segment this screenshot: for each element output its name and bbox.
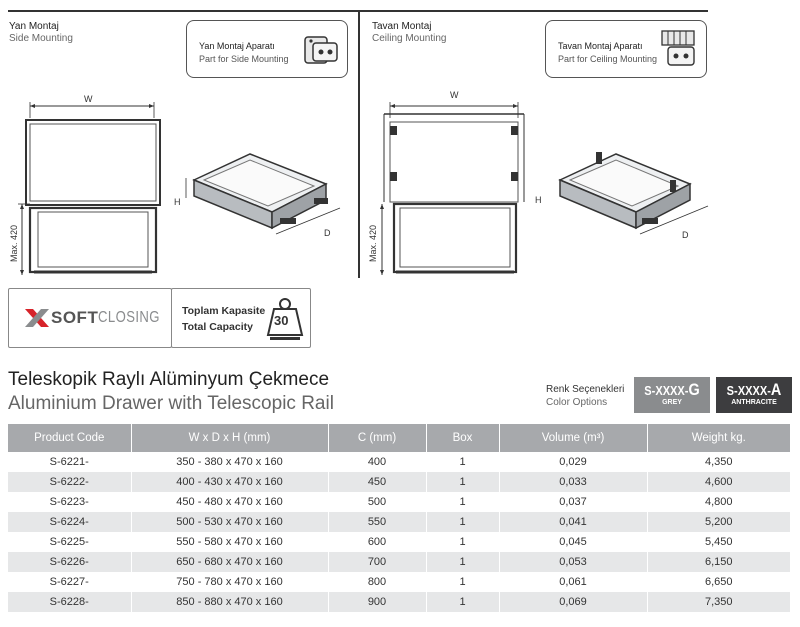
cell-box: 1	[426, 492, 499, 512]
table-row	[8, 552, 790, 572]
side-mount-front-view	[8, 92, 178, 282]
ceiling-mount-front-view	[368, 92, 538, 282]
cell-volume: 0,069	[499, 592, 647, 612]
cell-volume: 0,053	[499, 552, 647, 572]
soft-closing-badge	[8, 288, 172, 348]
cell-weight: 5,200	[647, 512, 790, 532]
ceiling-mount-part-label: Tavan Montaj Aparatı	[558, 41, 643, 51]
cell-box: 1	[426, 552, 499, 572]
cell-weight: 5,450	[647, 532, 790, 552]
section-divider	[358, 10, 360, 278]
color-options-sublabel: Color Options	[546, 397, 608, 408]
cell-weight: 4,800	[647, 492, 790, 512]
cell-dimensions: 550 - 580 x 470 x 160	[131, 532, 328, 552]
table-row	[8, 592, 790, 612]
side-mount-part-callout	[186, 20, 348, 78]
cell-c: 500	[328, 492, 426, 512]
cell-box: 1	[426, 532, 499, 552]
header-c: C (mm)	[328, 424, 426, 452]
cell-code: S-6228-	[8, 592, 131, 612]
cell-volume: 0,029	[499, 452, 647, 472]
cell-volume: 0,033	[499, 472, 647, 492]
ceiling-h-label: H	[535, 195, 542, 205]
cell-code: S-6224-	[8, 512, 131, 532]
cell-code: S-6221-	[8, 452, 131, 472]
cell-c: 550	[328, 512, 426, 532]
header-dimensions: W x D x H (mm)	[131, 424, 328, 452]
header-box: Box	[426, 424, 499, 452]
color-swatch-anthracite[interactable]	[716, 377, 792, 413]
cell-c: 400	[328, 452, 426, 472]
side-h-label: H	[174, 197, 181, 207]
cell-dimensions: 850 - 880 x 470 x 160	[131, 592, 328, 612]
cell-dimensions: 400 - 430 x 470 x 160	[131, 472, 328, 492]
cell-code: S-6227-	[8, 572, 131, 592]
product-title: Teleskopik Raylı Alüminyum Çekmece	[8, 369, 330, 390]
ceiling-mount-bracket-icon	[656, 25, 702, 73]
product-subtitle: Aluminium Drawer with Telescopic Rail	[8, 393, 334, 414]
ceiling-mount-drawer-iso	[530, 140, 720, 250]
capacity-sublabel: Total Capacity	[182, 321, 253, 333]
side-mount-part-sublabel: Part for Side Mounting	[199, 54, 289, 64]
side-w-label: W	[84, 94, 93, 104]
capacity-label: Toplam Kapasite	[182, 305, 266, 317]
cell-volume: 0,041	[499, 512, 647, 532]
cell-c: 800	[328, 572, 426, 592]
color-anthracite-name: ANTHRACITE	[731, 399, 777, 406]
spec-table	[8, 424, 790, 612]
ceiling-mounting-title: Tavan Montaj	[372, 21, 432, 32]
table-row	[8, 512, 790, 532]
side-mount-drawer-iso	[168, 148, 348, 248]
cell-dimensions: 750 - 780 x 470 x 160	[131, 572, 328, 592]
table-row	[8, 492, 790, 512]
header-volume: Volume (m³)	[499, 424, 647, 452]
soft-closing-x-icon	[23, 307, 51, 329]
ceiling-d-label: D	[682, 230, 689, 240]
cell-c: 700	[328, 552, 426, 572]
ceiling-max-height-label: Max. 420	[368, 224, 378, 262]
soft-word: SOFT	[51, 308, 99, 327]
side-d-label: D	[324, 228, 331, 238]
side-mounting-title: Yan Montaj	[9, 21, 59, 32]
cell-code: S-6222-	[8, 472, 131, 492]
ceiling-mounting-subtitle: Ceiling Mounting	[372, 33, 447, 44]
cell-code: S-6223-	[8, 492, 131, 512]
cell-c: 900	[328, 592, 426, 612]
side-max-height-label: Max. 420	[9, 224, 19, 262]
side-mounting-subtitle: Side Mounting	[9, 33, 73, 44]
ceiling-w-label: W	[450, 90, 459, 100]
cell-code: S-6226-	[8, 552, 131, 572]
cell-volume: 0,045	[499, 532, 647, 552]
table-row	[8, 572, 790, 592]
cell-box: 1	[426, 572, 499, 592]
cell-box: 1	[426, 592, 499, 612]
cell-weight: 7,350	[647, 592, 790, 612]
color-grey-code: S-XXXX-G	[644, 380, 700, 399]
cell-dimensions: 450 - 480 x 470 x 160	[131, 492, 328, 512]
table-row	[8, 452, 790, 472]
cell-box: 1	[426, 472, 499, 492]
capacity-value: 30	[274, 313, 289, 328]
ceiling-mount-part-sublabel: Part for Ceiling Mounting	[558, 54, 658, 64]
color-swatch-grey[interactable]	[634, 377, 710, 413]
side-mount-bracket-icon	[299, 27, 343, 71]
cell-code: S-6225-	[8, 532, 131, 552]
cell-box: 1	[426, 512, 499, 532]
cell-weight: 4,600	[647, 472, 790, 492]
color-options-label: Renk Seçenekleri	[546, 384, 625, 395]
cell-weight: 4,350	[647, 452, 790, 472]
cell-dimensions: 650 - 680 x 470 x 160	[131, 552, 328, 572]
closing-word: CLOSING	[98, 309, 160, 326]
cell-c: 450	[328, 472, 426, 492]
cell-dimensions: 500 - 530 x 470 x 160	[131, 512, 328, 532]
cell-weight: 6,650	[647, 572, 790, 592]
table-header-row	[8, 424, 790, 452]
cell-volume: 0,037	[499, 492, 647, 512]
cell-volume: 0,061	[499, 572, 647, 592]
total-capacity-badge	[171, 288, 311, 348]
table-row	[8, 532, 790, 552]
cell-box: 1	[426, 452, 499, 472]
side-mount-part-label: Yan Montaj Aparatı	[199, 41, 275, 51]
header-weight: Weight kg.	[647, 424, 790, 452]
header-product-code: Product Code	[8, 424, 131, 452]
ceiling-mount-part-callout	[545, 20, 707, 78]
cell-weight: 6,150	[647, 552, 790, 572]
cell-dimensions: 350 - 380 x 470 x 160	[131, 452, 328, 472]
color-grey-name: GREY	[662, 399, 682, 406]
cell-c: 600	[328, 532, 426, 552]
table-row	[8, 472, 790, 492]
color-anthracite-code: S-XXXX-A	[726, 380, 782, 399]
